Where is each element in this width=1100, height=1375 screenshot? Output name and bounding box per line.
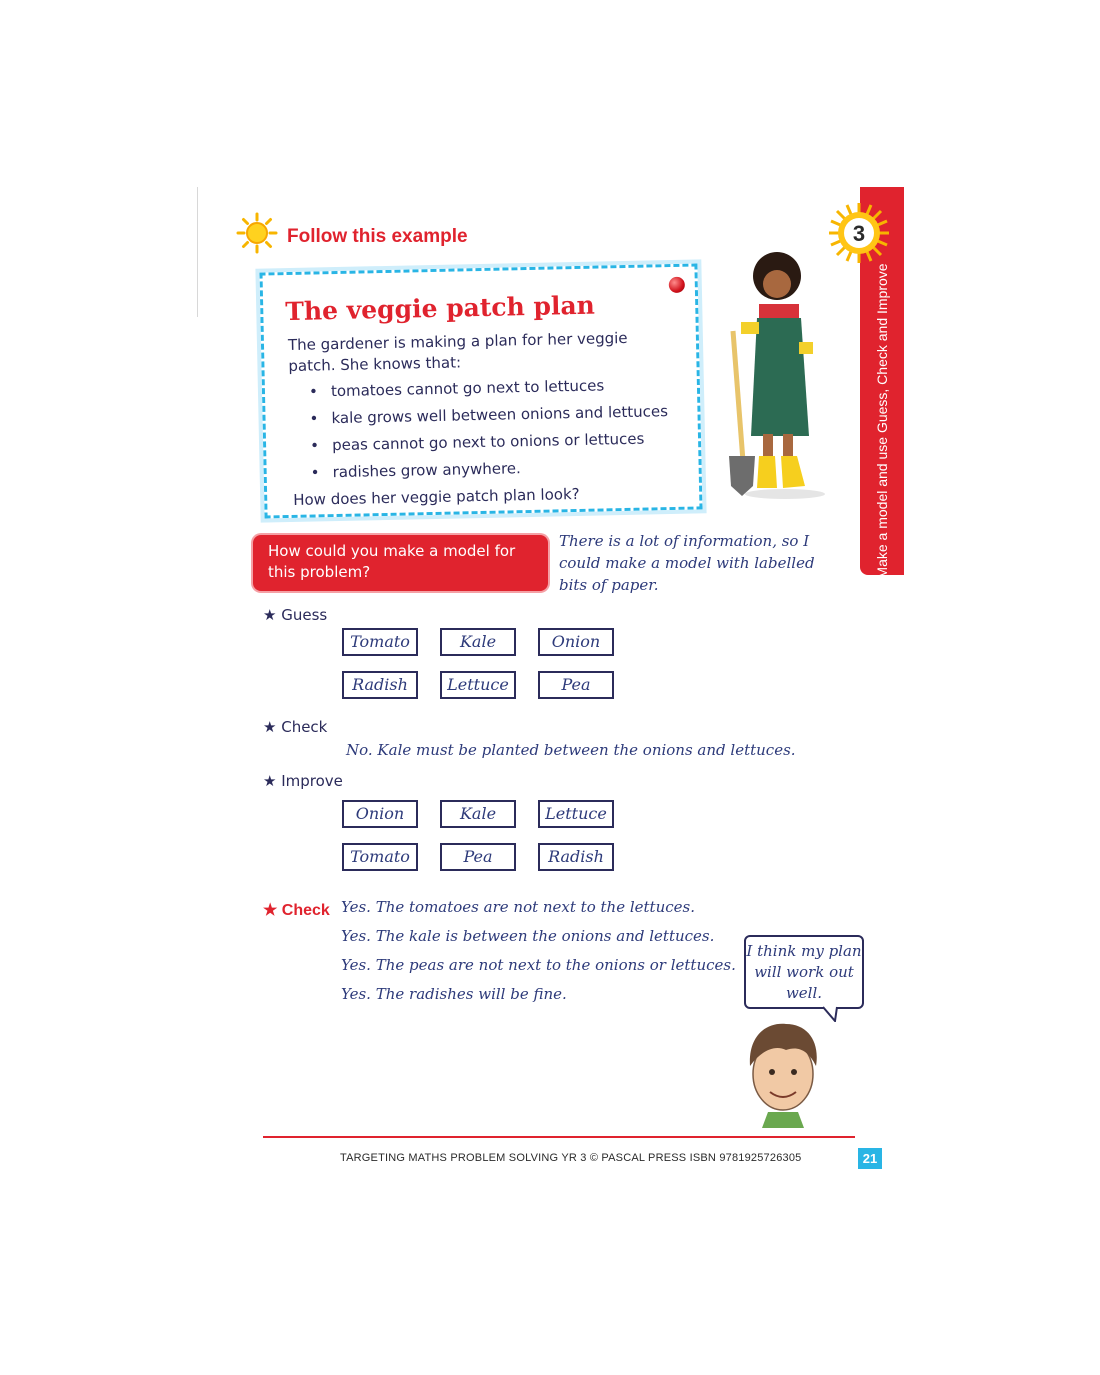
example-card bbox=[259, 263, 702, 518]
footer-credit: TARGETING MATHS PROBLEM SOLVING YR 3 © PASCAL PRESS ISBN 9781925726305 bbox=[340, 1152, 802, 1164]
guess-tile: Radish bbox=[342, 671, 418, 699]
model-question-box bbox=[253, 535, 548, 591]
guess-tile: Pea bbox=[538, 671, 614, 699]
list-item: • radishes grow anywhere. bbox=[310, 456, 669, 491]
list-item: Yes. The tomatoes are not next to the lettuces. bbox=[341, 898, 695, 916]
list-item: • peas cannot go next to onions or lettuces bbox=[310, 429, 669, 464]
improve-tile: Lettuce bbox=[538, 800, 614, 828]
chapter-number: 3 bbox=[852, 221, 866, 246]
model-question: How could you make a model for this problem? bbox=[268, 542, 516, 581]
pin-icon bbox=[669, 277, 685, 293]
final-check-label: ★ Check bbox=[263, 902, 330, 919]
list-item: • tomatoes cannot go next to lettuces bbox=[309, 375, 668, 410]
improve-tile: Tomato bbox=[342, 843, 418, 871]
footer-rule bbox=[263, 1136, 855, 1138]
guess-tile: Lettuce bbox=[440, 671, 516, 699]
boy-illustration bbox=[738, 1016, 828, 1128]
improve-label: ★ Improve bbox=[263, 772, 343, 790]
gardener-illustration bbox=[715, 246, 835, 506]
guess-tile: Onion bbox=[538, 628, 614, 656]
improve-tile: Pea bbox=[440, 843, 516, 871]
chapter-number-badge bbox=[828, 202, 890, 264]
card-intro: The gardener is making a plan for her veggie patch. She knows that: bbox=[287, 328, 628, 376]
improve-tile: Onion bbox=[342, 800, 418, 828]
check-text: No. Kale must be planted between the onions and lettuces. bbox=[346, 741, 796, 759]
margin-line bbox=[197, 187, 198, 317]
guess-label: ★ Guess bbox=[263, 606, 328, 624]
guess-tile: Tomato bbox=[342, 628, 418, 656]
improve-tile: Kale bbox=[440, 800, 516, 828]
facts-list bbox=[309, 375, 670, 490]
section-title: Follow this example bbox=[287, 226, 468, 247]
speech-bubble-text: I think my plan will work out well. bbox=[746, 942, 862, 1002]
improve-tile: Radish bbox=[538, 843, 614, 871]
guess-tile: Kale bbox=[440, 628, 516, 656]
page-number: 21 bbox=[858, 1148, 882, 1169]
card-title: The veggie patch plan bbox=[284, 290, 596, 327]
thought-text: There is a lot of information, so I could make a model with labelled bits of paper. bbox=[559, 532, 815, 594]
list-item: Yes. The peas are not next to the onions or lettuces. bbox=[341, 956, 736, 974]
speech-bubble bbox=[744, 935, 864, 1009]
check-label: ★ Check bbox=[263, 718, 328, 736]
final-check-list bbox=[341, 898, 736, 1014]
list-item: Yes. The kale is between the onions and lettuces. bbox=[341, 927, 715, 945]
card-question: How does her veggie patch plan look? bbox=[293, 484, 580, 509]
list-item: Yes. The radishes will be fine. bbox=[341, 985, 567, 1003]
list-item: • kale grows well between onions and lettuces bbox=[309, 402, 668, 437]
sun-icon bbox=[236, 212, 278, 254]
chapter-tab-label: Make a model and use Guess, Check and Improve bbox=[874, 263, 890, 579]
